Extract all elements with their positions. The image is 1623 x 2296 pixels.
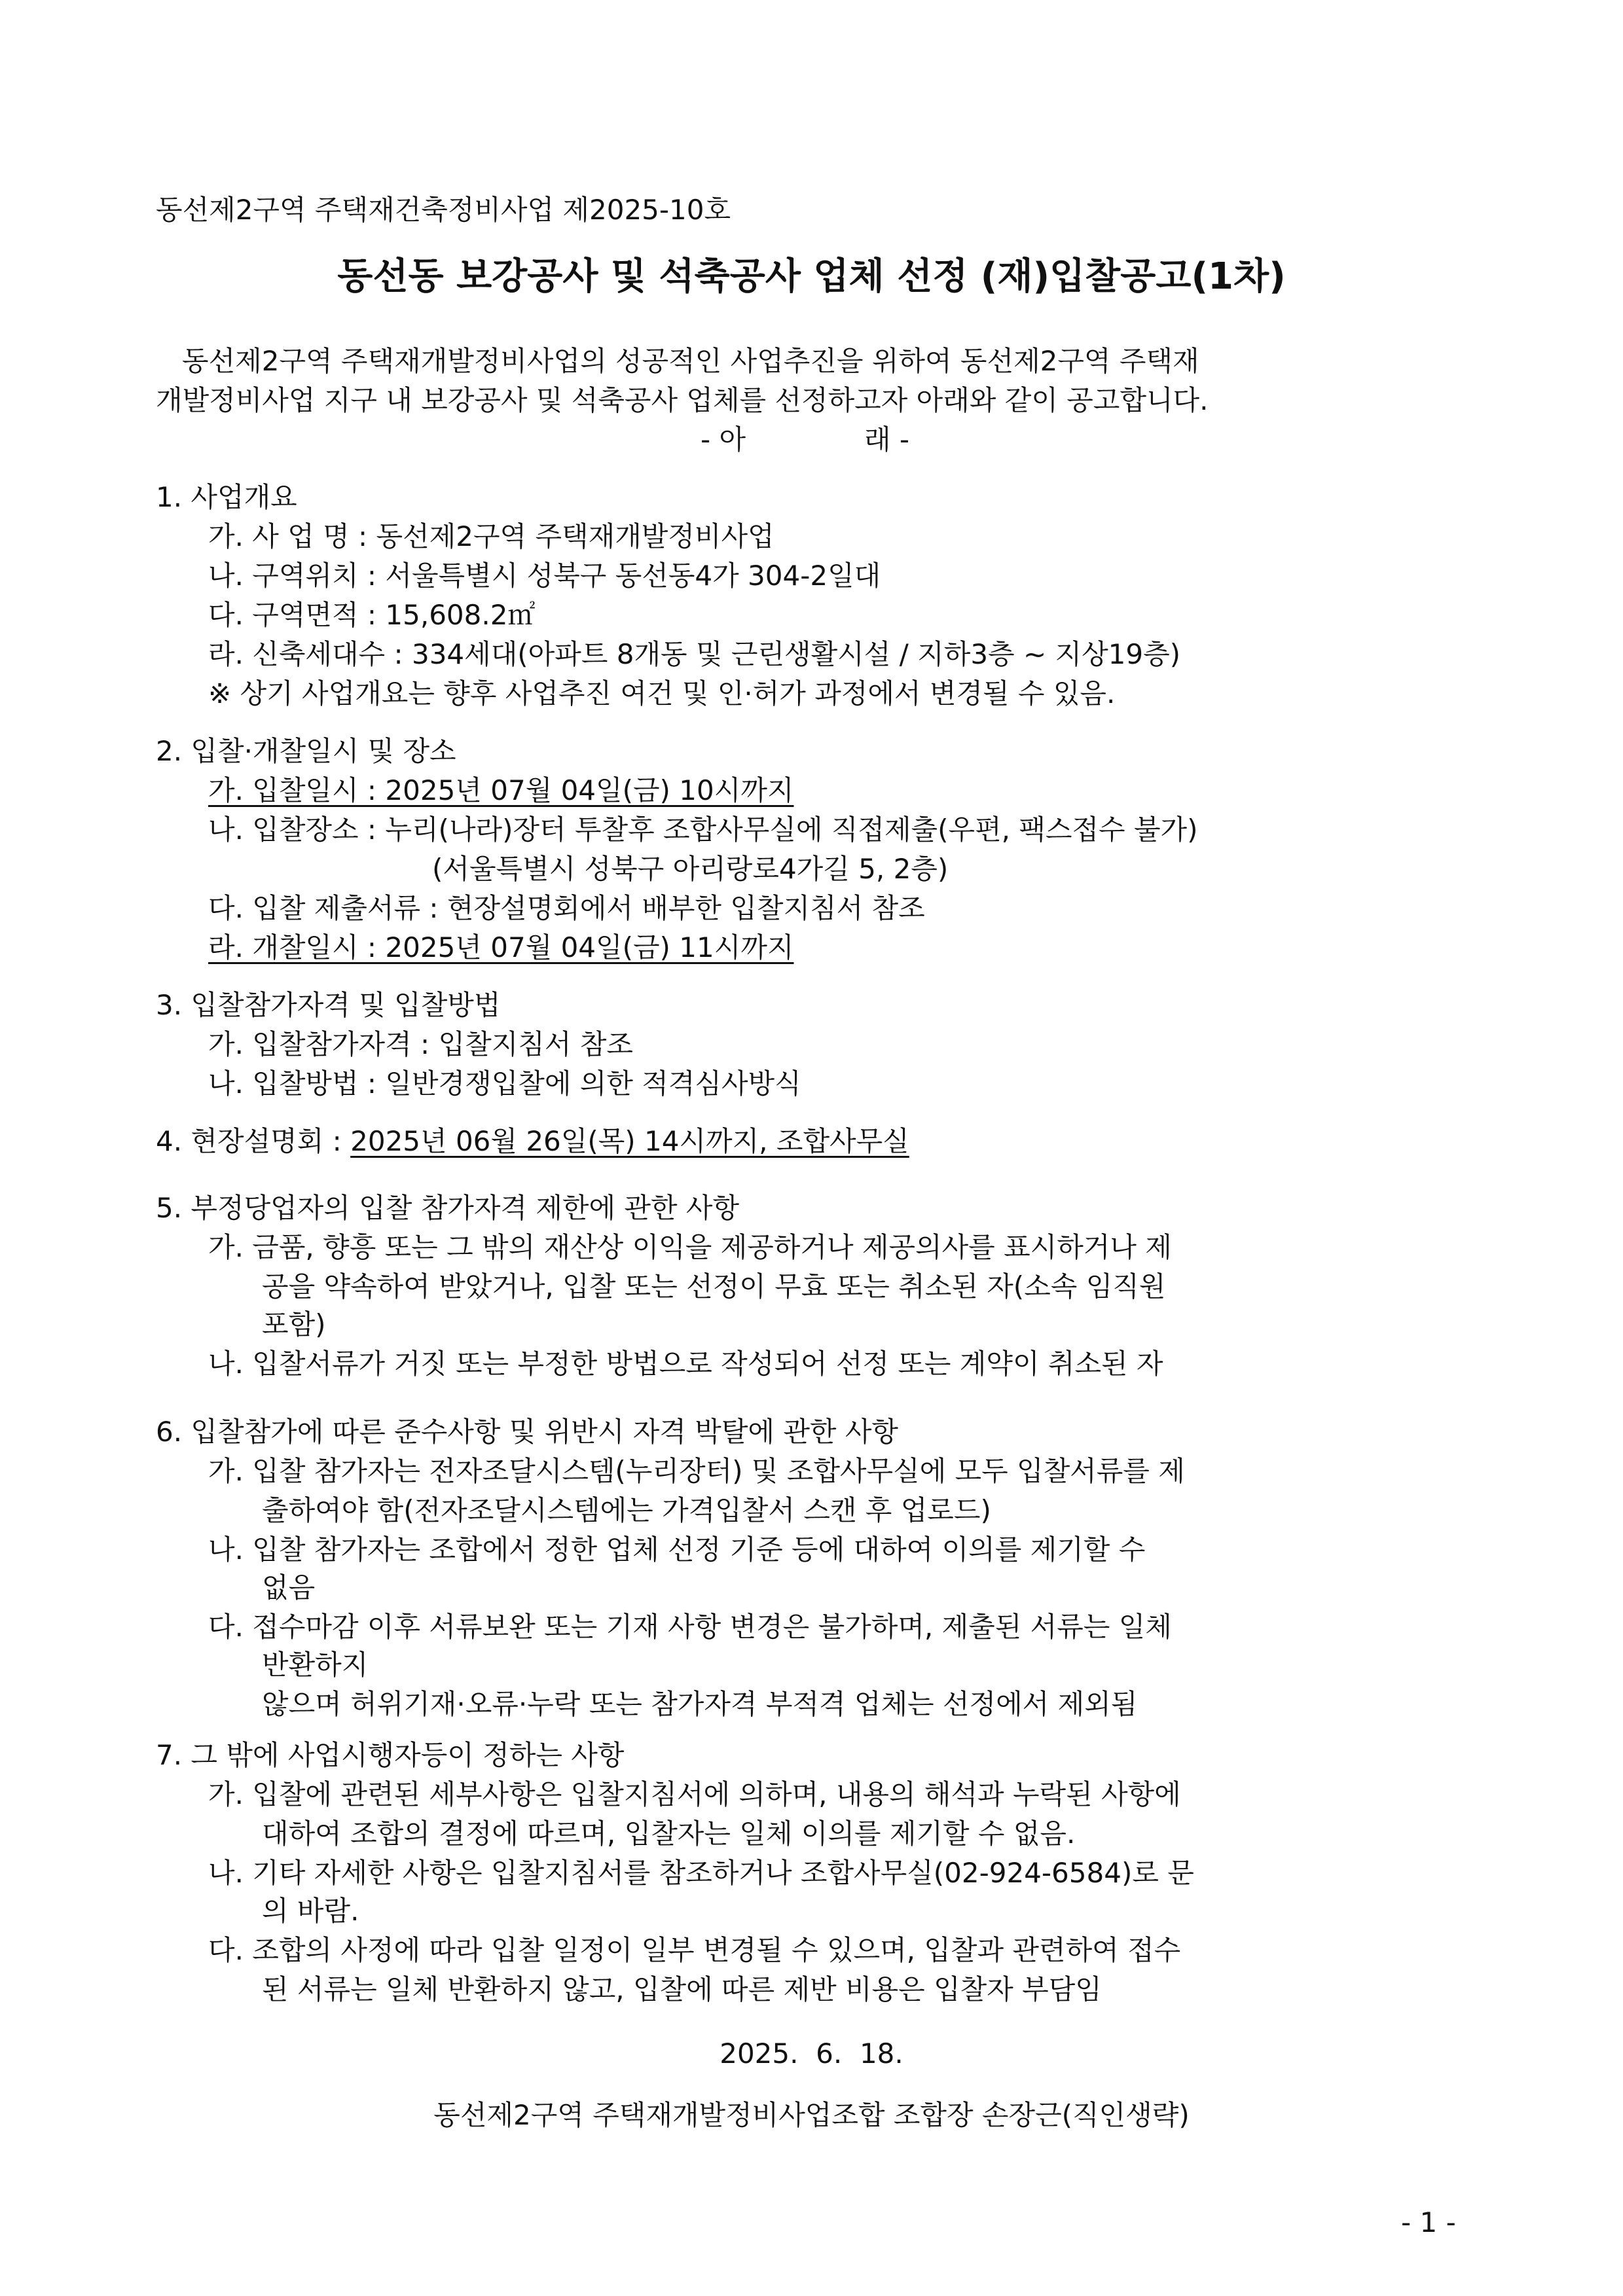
section-2-item-da: 다. 입찰 제출서류 : 현장설명회에서 배부한 입찰지침서 참조: [208, 892, 925, 924]
section-6-item-da-line-2: 반환하지: [262, 1649, 369, 1681]
section-2-item-ra-opening-date: 라. 개찰일시 : 2025년 07월 04일(금) 11시까지: [208, 931, 794, 963]
section-5-item-ga-line-2: 공을 약속하여 받았거나, 입찰 또는 선정이 무효 또는 취소된 자(소속 임직원: [262, 1270, 1166, 1302]
section-7-item-ga-line-2: 대하여 조합의 결정에 따르며, 입찰자는 일체 이의를 제기할 수 없음.: [262, 1818, 1076, 1850]
section-6-item-da-line-1: 다. 접수마감 이후 서류보완 또는 기재 사항 변경은 불가하며, 제출된 서류는 일체: [208, 1611, 1172, 1643]
section-4-line: [156, 1123, 909, 1160]
section-7-heading: 7. 그 밖에 사업시행자등이 정하는 사항: [156, 1739, 625, 1771]
section-1-heading: 1. 사업개요: [156, 481, 297, 513]
section-7-item-da-line-2: 된 서류는 일체 반환하지 않고, 입찰에 따른 제반 비용은 입찰자 부담임: [262, 1973, 1102, 2005]
section-3-heading: 3. 입찰참가자격 및 입찰방법: [156, 989, 501, 1021]
section-1-note: ※ 상기 사업개요는 향후 사업추진 여건 및 인·허가 과정에서 변경될 수 있음.: [208, 677, 1116, 709]
page-title: 동선동 보강공사 및 석축공사 업체 선정 (재)입찰공고(1차): [337, 255, 1286, 298]
section-5-item-na: 나. 입찰서류가 거짓 또는 부정한 방법으로 작성되어 선정 또는 계약이 취소된 자: [208, 1348, 1163, 1380]
document-number: 동선제2구역 주택재건축정비사업 제2025-10호: [156, 194, 731, 226]
section-7-item-da-line-1: 다. 조합의 사정에 따라 입찰 일정이 일부 변경될 수 있으며, 입찰과 관련하여 접수: [208, 1934, 1181, 1966]
section-1-item-da: 다. 구역면적 : 15,608.2㎡: [208, 599, 536, 631]
section-5-heading: 5. 부정당업자의 입찰 참가자격 제한에 관한 사항: [156, 1192, 740, 1224]
section-5-item-ga-line-1: 가. 금품, 향흥 또는 그 밖의 재산상 이익을 제공하거나 제공의사를 표시하거나 제: [208, 1231, 1172, 1263]
page-number: - 1 -: [1401, 2206, 1456, 2238]
intro-line-2: 개발정비사업 지구 내 보강공사 및 석축공사 업체를 선정하고자 아래와 같이 공고합니다.: [156, 384, 1209, 416]
section-2-heading: 2. 입찰·개찰일시 및 장소: [156, 735, 456, 767]
section-2-item-na: 나. 입찰장소 : 누리(나라)장터 투찰후 조합사무실에 직접제출(우편, 팩스접수 불가): [208, 814, 1198, 846]
section-1-item-ra: 라. 신축세대수 : 334세대(아파트 8개동 및 근린생활시설 / 지하3층 ~ 지상19층): [208, 638, 1181, 670]
section-7-item-na-line-1: 나. 기타 자세한 사항은 입찰지침서를 참조하거나 조합사무실(02-924-6584)로 문: [208, 1857, 1194, 1889]
signature-line: 동선제2구역 주택재개발정비사업조합 조합장 손장근(직인생략): [433, 2099, 1190, 2131]
section-4-label: 4. 현장설명회 :: [156, 1125, 351, 1157]
section-2-item-na-address: (서울특별시 성북구 아리랑로4가길 5, 2층): [432, 853, 949, 885]
intro-line-1: 동선제2구역 주택재개발정비사업의 성공적인 사업추진을 위하여 동선제2구역 주택재: [182, 345, 1199, 377]
section-1-item-ga: 가. 사 업 명 : 동선제2구역 주택재개발정비사업: [208, 520, 775, 552]
intro-a-mark: - 아: [701, 423, 746, 456]
section-6-heading: 6. 입찰참가에 따른 준수사항 및 위반시 자격 박탈에 관한 사항: [156, 1416, 898, 1448]
section-6-item-na-line-1: 나. 입찰 참가자는 조합에서 정한 업체 선정 기준 등에 대하여 이의를 제기할 수: [208, 1534, 1146, 1566]
section-7-item-ga-line-1: 가. 입찰에 관련된 세부사항은 입찰지침서에 의하며, 내용의 해석과 누락된 사항에: [208, 1778, 1181, 1810]
section-7-item-na-line-2: 의 바람.: [262, 1895, 359, 1927]
section-6-item-ga-line-2: 출하여야 함(전자조달시스템에는 가격입찰서 스캔 후 업로드): [262, 1494, 991, 1526]
section-3-item-na: 나. 입찰방법 : 일반경쟁입찰에 의한 적격심사방식: [208, 1067, 801, 1100]
section-1-item-na: 나. 구역위치 : 서울특별시 성북구 동선동4가 304-2일대: [208, 560, 881, 592]
section-6-item-ga-line-1: 가. 입찰 참가자는 전자조달시스템(누리장터) 및 조합사무실에 모두 입찰서류를 제: [208, 1455, 1185, 1487]
intro-rae-mark: 래 -: [864, 423, 910, 456]
issue-date: 2025. 6. 18.: [720, 2037, 903, 2070]
section-4-value: 2025년 06월 26일(목) 14시까지, 조합사무실: [350, 1125, 909, 1157]
section-2-item-ga-bid-date: 가. 입찰일시 : 2025년 07월 04일(금) 10시까지: [208, 774, 794, 806]
section-6-item-na-line-2: 없음: [262, 1571, 316, 1604]
section-3-item-ga: 가. 입찰참가자격 : 입찰지침서 참조: [208, 1028, 633, 1060]
section-6-item-da-line-3: 않으며 허위기재·오류·누락 또는 참가자격 부적격 업체는 선정에서 제외됨: [262, 1688, 1138, 1720]
section-5-item-ga-line-3: 포함): [262, 1308, 326, 1340]
